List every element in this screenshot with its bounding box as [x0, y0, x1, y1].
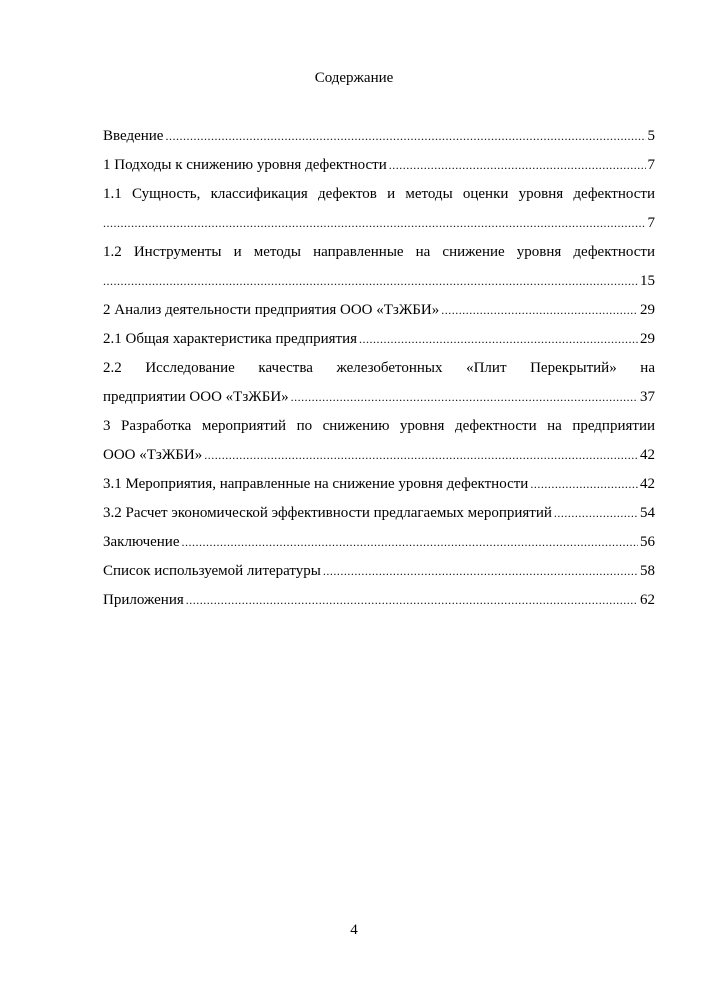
toc-entry-page: 37	[640, 389, 655, 405]
toc-entry-section-1-1-leader-row	[103, 209, 655, 238]
toc-entry-section-1-1-title: 1.1 Сущность, классификация дефектов и методы оценки уровня дефектности	[103, 186, 655, 202]
toc-entry-section-1-2-title: 1.2 Инструменты и методы направленные на снижение уровня дефектности	[103, 244, 655, 260]
toc-entry-chapter-2	[103, 296, 655, 325]
toc-entry-title: Приложения	[103, 592, 184, 608]
toc-entry-section-1-2-leader-row	[103, 267, 655, 296]
toc-entry-page: 29	[640, 331, 655, 347]
toc-entry-conclusion	[103, 528, 655, 557]
toc-entry-introduction	[103, 122, 655, 151]
toc-entry-page: 7	[647, 157, 655, 173]
toc-entry-appendices	[103, 586, 655, 615]
dot-leader	[103, 267, 638, 296]
toc-entry-section-2-2-title: 2.2 Исследование качества железобетонных «Плит Перекрытий» на	[103, 360, 655, 376]
dot-leader	[554, 499, 638, 528]
toc-entry-chapter-3-title: 3 Разработка мероприятий по снижению уровня дефектности на предприятии	[103, 418, 655, 434]
toc-entry-page: 54	[640, 505, 655, 521]
dot-leader	[359, 325, 638, 354]
toc-entry-page: 42	[640, 476, 655, 492]
dot-leader	[291, 383, 638, 412]
toc-entry-title: 1 Подходы к снижению уровня дефектности	[103, 157, 387, 173]
toc-entry-chapter-3-leader-row	[103, 441, 655, 470]
toc-entry-title: Введение	[103, 128, 164, 144]
toc-entry-page: 42	[640, 447, 655, 463]
dot-leader	[323, 557, 638, 586]
toc-entry-section-2-2-leader-row	[103, 383, 655, 412]
toc-entry-page: 15	[640, 273, 655, 289]
dot-leader	[441, 296, 638, 325]
dot-leader	[165, 122, 645, 151]
table-of-contents	[103, 122, 655, 615]
toc-entry-title-continued: предприятии ООО «ТзЖБИ»	[103, 389, 289, 405]
toc-entry-title: 2.1 Общая характеристика предприятия	[103, 331, 358, 347]
toc-entry-section-3-1	[103, 470, 655, 499]
toc-entry-page: 29	[640, 302, 655, 318]
toc-entry-page: 58	[640, 563, 655, 579]
toc-entry-page: 56	[640, 534, 655, 550]
toc-entry-title: 3.2 Расчет экономической эффективности предлагаемых мероприятий	[103, 505, 552, 521]
toc-entry-chapter-1	[103, 151, 655, 180]
toc-entry-title-continued: ООО «ТзЖБИ»	[103, 447, 203, 463]
toc-entry-section-3-2	[103, 499, 655, 528]
dot-leader	[204, 441, 638, 470]
toc-entry-page: 62	[640, 592, 655, 608]
toc-entry-title: Заключение	[103, 534, 180, 550]
toc-entry-page: 7	[647, 215, 655, 231]
page-title: Содержание	[314, 70, 394, 86]
dot-leader	[103, 209, 646, 238]
dot-leader	[389, 151, 646, 180]
dot-leader	[186, 586, 638, 615]
dot-leader	[182, 528, 639, 557]
toc-entry-title: Список используемой литературы	[103, 563, 321, 579]
toc-entry-title: 2 Анализ деятельности предприятия ООО «ТзЖБИ»	[103, 302, 440, 318]
toc-entry-page: 5	[647, 128, 655, 144]
dot-leader	[530, 470, 638, 499]
page-number: 4	[350, 922, 358, 938]
toc-entry-section-2-1	[103, 325, 655, 354]
toc-entry-title: 3.1 Мероприятия, направленные на снижение уровня дефектности	[103, 476, 529, 492]
toc-entry-references	[103, 557, 655, 586]
